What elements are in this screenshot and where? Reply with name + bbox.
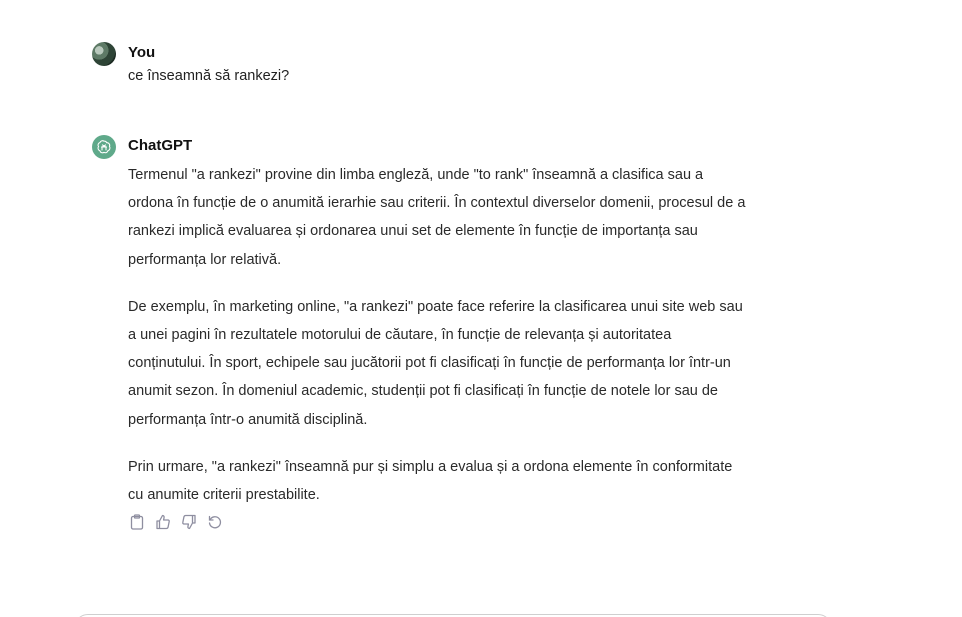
user-avatar <box>92 42 116 66</box>
response-paragraph-3: Prin urmare, "a rankezi" înseamnă pur și simplu a evalua și a ordona elemente în conformitate cu anumite criterii prestabilite. <box>128 458 733 504</box>
clipboard-icon[interactable] <box>128 513 146 531</box>
chatgpt-logo-icon <box>92 135 116 159</box>
user-name: You <box>128 44 156 61</box>
thumbs-up-icon[interactable] <box>154 513 172 531</box>
assistant-name: ChatGPT <box>128 137 193 154</box>
response-paragraph-2: De exemplu, în marketing online, "a rankezi" poate face referire la clasificarea unui site web sau a unei pagini în rezultatele motorului de căutare, în funcție de relevanța și autoritatea conținutului. În sport, echipele sau jucătorii pot fi clasificați în funcție de performanța lor într-un anumit sezon. În domeniul academic, studenții pot fi clasificați în funcție de notele lor sau de performanța într-o anumită disciplină. <box>128 298 743 428</box>
thumbs-down-icon[interactable] <box>180 513 198 531</box>
response-paragraph-1: Termenul "a rankezi" provine din limba engleză, unde "to rank" înseamnă a clasifica sau a ordona în funcție de o anumită ierarhie sau criterii. În contextul diverselor domenii, procesul de a rankezi implică evaluarea și ordonarea unui set de elemente în funcție de importanța sau performanța lor relativă. <box>128 167 746 268</box>
regenerate-icon[interactable] <box>206 513 224 531</box>
user-message-text: ce înseamnă să rankezi? <box>128 68 290 84</box>
assistant-response <box>128 161 748 528</box>
message-actions <box>128 513 224 531</box>
